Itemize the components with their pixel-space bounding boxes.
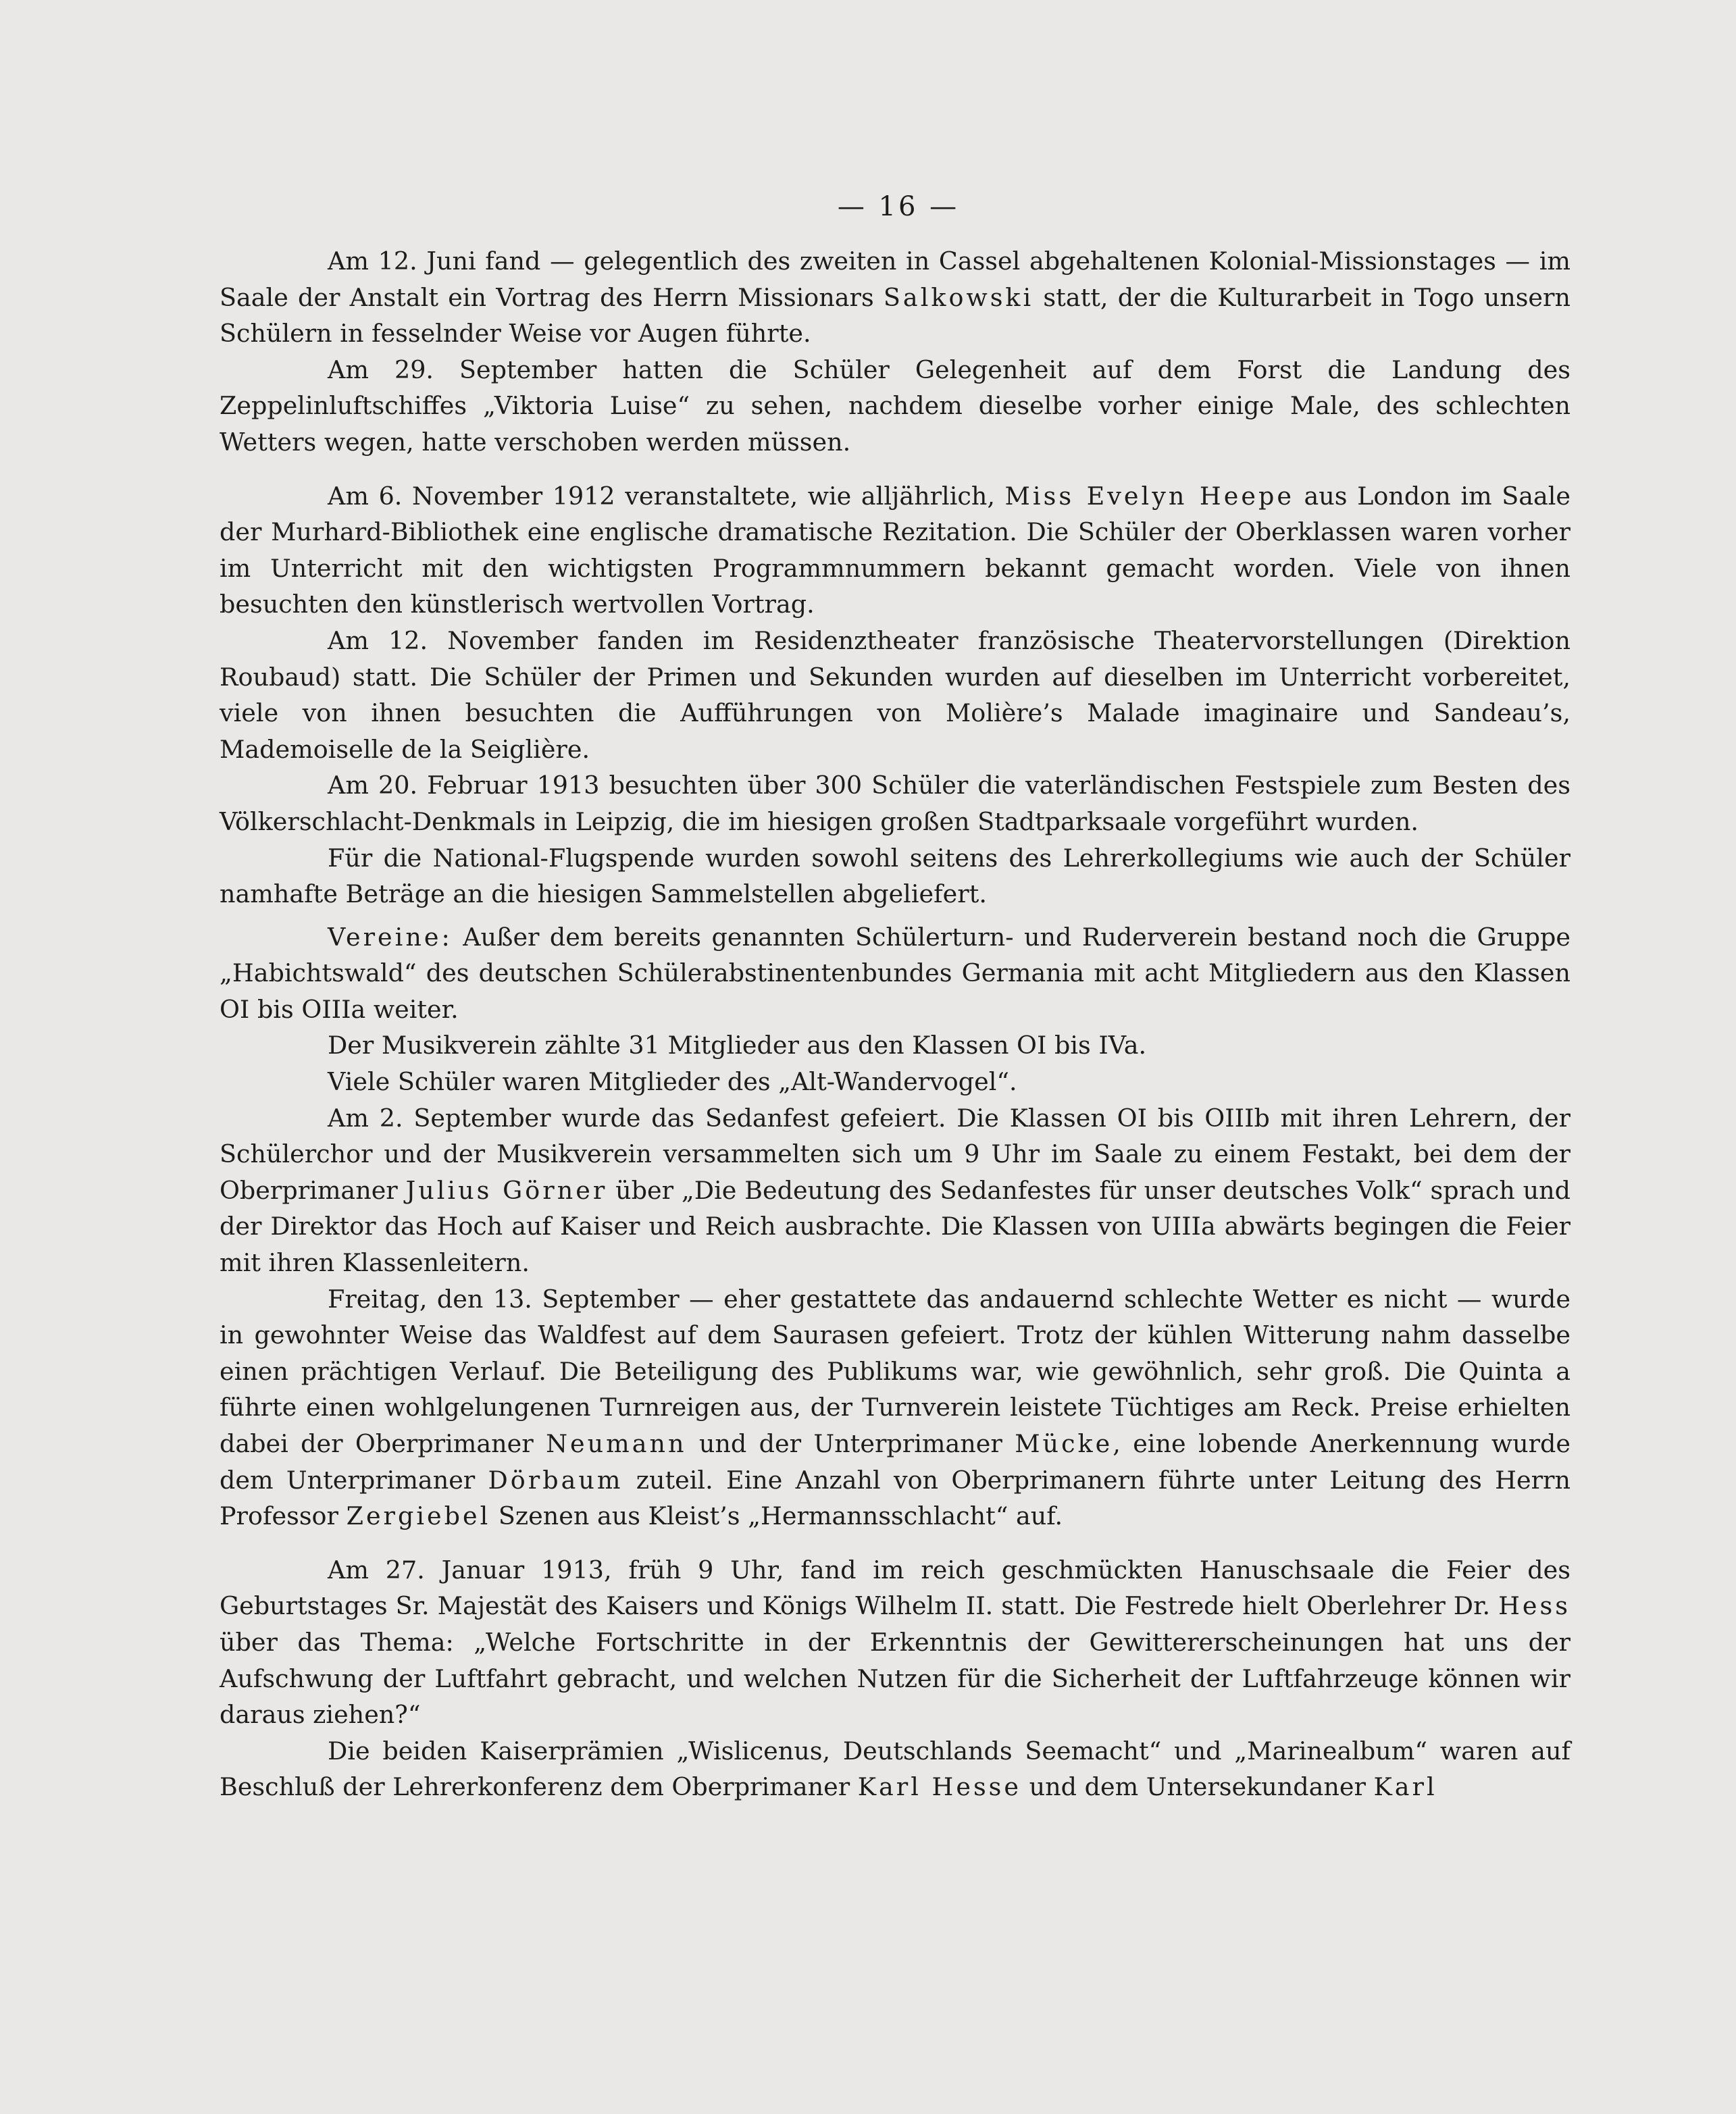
- paragraph-flugspende: Für die National-Flugspende wurden sowohl seitens des Lehrerkollegiums wie auch der Schüler namhafte Beträge an die hiesigen Sammelstellen abgeliefert.: [220, 843, 1571, 909]
- paragraph-musikverein: Der Musikverein zählte 31 Mitglieder aus den Klassen OI bis IVa.: [328, 1031, 1147, 1060]
- paragraph-kaiserpraemien: Die beiden Kaiserprämien „Wislicenus, Deutschlands Seemacht“ und „Marinealbum“ waren auf Beschluß der Lehrerkonferenz dem Oberprimaner Karl Hesse und dem Untersekundaner Karl: [220, 1736, 1571, 1802]
- paragraph-english-recital: Am 6. November 1912 veranstaltete, wie alljährlich, Miss Evelyn Heepe aus London im Saale der Murhard-Bibliothek eine englische dramatische Rezitation. Die Schüler der Oberklassen waren vorher im Unterricht mit den wichtigsten Programmnummern bekannt gemacht worden. Viele von ihnen besuchten den künstlerisch wertvollen Vortrag.: [220, 481, 1571, 619]
- body-text: [220, 243, 1571, 1805]
- paragraph-festspiele: Am 20. Februar 1913 besuchten über 300 Schüler die vaterländischen Festspiele zum Besten des Völkerschlacht-Denkmals in Leipzig, die im hiesigen großen Stadtparksaale vorgeführt wurden.: [220, 771, 1571, 836]
- page-number: — 16 —: [837, 191, 960, 222]
- paragraph-sedanfest: Am 2. September wurde das Sedanfest gefeiert. Die Klassen OI bis OIIIb mit ihren Lehrern, der Schülerchor und der Musikverein versammelten sich um 9 Uhr im Saale zu einem Festakt, bei dem der Oberprimaner Julius Görner über „Die Bedeutung des Sedanfestes für unser deutsches Volk“ sprach und der Direktor das Hoch auf Kaiser und Reich ausbrachte. Die Klassen von UIIIa abwärts begingen die Feier mit ihren Klassenleitern.: [220, 1103, 1571, 1278]
- paragraph-kolonial-vortrag: Am 12. Juni fand — gelegentlich des zweiten in Cassel abgehaltenen Kolonial-Missionstages — im Saale der Anstalt ein Vortrag des Herrn Missionars Salkowski statt, der die Kulturarbeit in Togo unsern Schülern in fesselnder Weise vor Augen führte.: [220, 247, 1571, 349]
- paragraph-wandervogel: Viele Schüler waren Mitglieder des „Alt-Wandervogel“.: [328, 1067, 1017, 1097]
- paragraph-french-theatre: Am 12. November fanden im Residenztheater französische Theatervorstellungen (Direktion Roubaud) statt. Die Schüler der Primen und Sekunden wurden auf dieselben im Unterricht vorbereitet, viele von ihnen besuchten die Aufführungen von Molière’s Malade imaginaire und Sandeau’s, Mademoiselle de la Seiglière.: [220, 625, 1571, 764]
- paragraph-vereine: Vereine: Außer dem bereits genannten Schülerturn- und Ruderverein bestand noch die Gruppe „Habichtswald“ des deutschen Schülerabstinentenbundes Germania mit acht Mitgliedern aus den Klassen OI bis OIIIa weiter.: [220, 922, 1571, 1024]
- paragraph-waldfest: Freitag, den 13. September — eher gestattete das andauernd schlechte Wetter es nicht — wurde in gewohnter Weise das Waldfest auf dem Saurasen gefeiert. Trotz der kühlen Witterung nahm dasselbe einen prächtigen Verlauf. Die Beteiligung des Publikums war, wie gewöhnlich, sehr groß. Die Quinta a führte einen wohlgelungenen Turnreigen aus, der Turnverein leistete Tüchtiges am Reck. Preise erhielten dabei der Oberprimaner Neumann und der Unterprimaner Mücke, eine lobende Anerkennung wurde dem Unterprimaner Dörbaum zuteil. Eine Anzahl von Oberprimanern führte unter Leitung des Herrn Professor Zergiebel Szenen aus Kleist’s „Hermannsschlacht“ auf.: [220, 1284, 1571, 1531]
- paragraph-kaisergeburtstag: Am 27. Januar 1913, früh 9 Uhr, fand im reich geschmückten Hanuschsaale die Feier des Geburtstages Sr. Majestät des Kaisers und Königs Wilhelm II. statt. Die Festrede hielt Oberlehrer Dr. Hess über das Thema: „Welche Fortschritte in der Erkenntnis der Gewittererscheinungen hat uns der Aufschwung der Luftfahrt gebracht, und welchen Nutzen für die Sicherheit der Luftfahrzeuge können wir daraus ziehen?“: [220, 1555, 1571, 1730]
- paragraph-zeppelin: Am 29. September hatten die Schüler Gelegenheit auf dem Forst die Landung des Zeppelinluftschiffes „Viktoria Luise“ zu sehen, nachdem dieselbe vorher einige Male, des schlechten Wetters wegen, hatte verschoben werden müssen.: [220, 355, 1571, 457]
